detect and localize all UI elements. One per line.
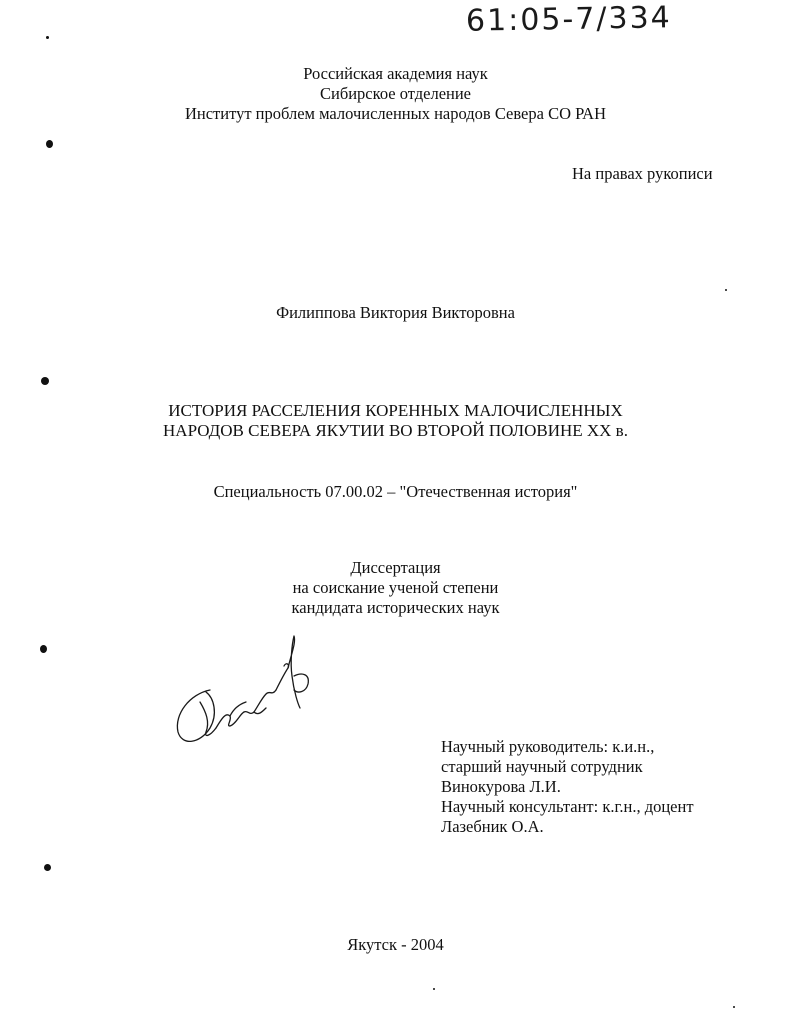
advisor-line-4: Научный консультант: к.г.н., доцент: [441, 797, 694, 816]
manuscript-note: На правах рукописи: [572, 164, 713, 183]
title-line-2: НАРОДОВ СЕВЕРА ЯКУТИИ ВО ВТОРОЙ ПОЛОВИНЕ XX в.: [163, 421, 628, 440]
institution-line-2: Сибирское отделение: [320, 84, 471, 103]
margin-dot: [40, 645, 47, 653]
title-line-1: ИСТОРИЯ РАССЕЛЕНИЯ КОРЕННЫХ МАЛОЧИСЛЕННЫХ: [168, 401, 623, 420]
degree-line-2: на соискание ученой степени: [292, 578, 499, 597]
margin-dot: [46, 140, 53, 148]
margin-dot: [725, 289, 727, 291]
advisor-line-1: Научный руководитель: к.и.н.,: [441, 737, 655, 756]
advisor-line-3: Винокурова Л.И.: [441, 777, 561, 796]
advisor-line-5: Лазебник О.А.: [441, 817, 544, 836]
place-year: Якутск - 2004: [347, 935, 444, 954]
archive-mark: 61:05-7/334: [465, 0, 673, 39]
margin-dot: [41, 377, 49, 385]
degree-line-1: Диссертация: [350, 558, 441, 577]
margin-dot: [733, 1006, 735, 1008]
signature-icon: [170, 632, 320, 752]
degree-line-3: кандидата исторических наук: [291, 598, 500, 617]
institution-line-1: Российская академия наук: [303, 64, 488, 83]
advisor-line-2: старший научный сотрудник: [441, 757, 643, 776]
margin-dot: [46, 36, 49, 39]
margin-dot: [44, 864, 51, 871]
specialty: Специальность 07.00.02 – "Отечественная история": [213, 482, 578, 501]
institution-line-3: Институт проблем малочисленных народов Севера СО РАН: [184, 104, 607, 123]
margin-dot: [433, 988, 435, 990]
author-name: Филиппова Виктория Викторовна: [276, 303, 515, 322]
